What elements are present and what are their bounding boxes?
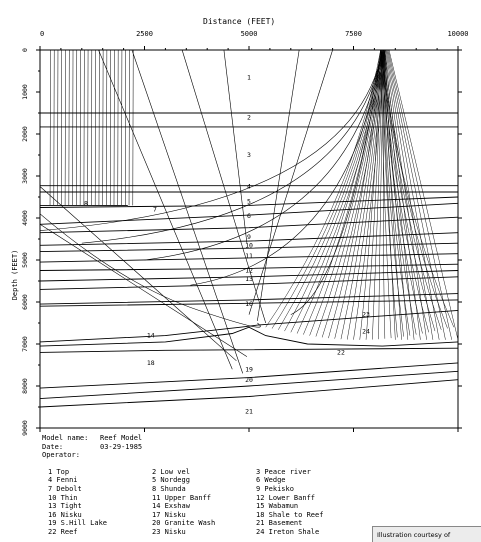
y-tick-label: 8000 — [21, 378, 29, 394]
layer-number: 19 — [245, 365, 253, 374]
model-name-value: Reef Model — [100, 434, 143, 442]
legend-entry: 9 Pekisko — [256, 484, 294, 493]
legend-entry: 14 Exshaw — [152, 502, 190, 511]
layer-number: 20 — [245, 375, 253, 384]
model-name-row — [42, 434, 462, 443]
legend-entry: 18 Shale to Reef — [256, 510, 324, 519]
y-tick-label: 1000 — [21, 84, 29, 100]
layer-number: 24 — [362, 327, 370, 336]
x-tick-label: 10000 — [447, 30, 469, 38]
legend-entry: 24 Ireton Shale — [256, 527, 320, 536]
layer-number: 10 — [245, 241, 253, 250]
layer-number: 18 — [146, 359, 155, 367]
layer-number: 2 — [247, 113, 251, 122]
illustration-credit: Illustration courtesy of — [372, 526, 481, 542]
x-axis-title: Distance (FEET) — [203, 17, 276, 26]
legend-entry: 13 Tight — [48, 502, 82, 511]
y-tick-label: 6000 — [21, 294, 29, 310]
y-tick-label: 3000 — [21, 168, 29, 184]
legend-entry: 16 Nisku — [48, 510, 82, 519]
layer-number: 22 — [337, 348, 345, 357]
x-tick-label: 7500 — [345, 30, 362, 38]
legend-entry: 11 Upper Banff — [152, 493, 212, 502]
y-tick-label: 7000 — [21, 336, 29, 352]
legend-entry: 23 Nisku — [152, 527, 186, 536]
layer-number: 3 — [247, 151, 251, 160]
layer-number: 9 — [247, 233, 251, 241]
legend-entry: 5 Nordegg — [152, 476, 190, 485]
legend-entry: 22 Reef — [48, 527, 78, 536]
model-name-label: Model name: — [42, 434, 89, 442]
y-tick-label: 9000 — [21, 420, 29, 436]
model-date-row — [42, 443, 462, 452]
layer-number: 6 — [247, 212, 251, 220]
layer-number: 5 — [247, 197, 251, 206]
layer-number: 11 — [245, 251, 253, 260]
legend-entry: 1 Top — [48, 467, 70, 476]
model-date-label: Date: — [42, 442, 64, 451]
legend-entry: 4 Fenni — [48, 476, 78, 485]
layer-number: 4 — [247, 182, 251, 191]
x-tick-label: 5000 — [240, 30, 258, 38]
layer-number: 21 — [245, 407, 253, 416]
y-tick-label: 2000 — [21, 126, 29, 142]
layer-number: 1 — [247, 73, 251, 82]
layer-number: 14 — [146, 331, 155, 340]
layer-number: 7 — [152, 205, 157, 214]
legend-entry: 10 Thin — [48, 493, 78, 502]
legend-entry: 19 S.Hill Lake — [48, 519, 108, 528]
legend-entry: 3 Peace river — [256, 467, 311, 476]
legend-entry: 8 Shunda — [152, 484, 186, 493]
legend-entry: 6 Wedge — [256, 476, 286, 485]
legend-entry: 15 Wabamun — [256, 502, 299, 511]
legend-entry: 7 Debolt — [48, 484, 82, 493]
legend-entry: 20 Granite Wash — [152, 519, 216, 528]
model-date-value: 03-29-1985 — [100, 442, 143, 451]
layer-number: 23 — [362, 310, 370, 319]
legend-entry: 2 Low vel — [152, 467, 190, 476]
model-legend — [42, 434, 462, 537]
model-operator-row — [42, 451, 462, 460]
model-operator-label: Operator: — [42, 451, 80, 460]
y-tick-label: 4000 — [21, 210, 29, 226]
layer-number: 16 — [245, 300, 253, 309]
layer-number: 12 — [245, 266, 253, 275]
layer-number: 8 — [84, 199, 88, 208]
y-tick-label: 5000 — [21, 252, 29, 268]
y-tick-label: 0 — [21, 48, 29, 52]
y-axis-title: Depth (FEET) — [11, 249, 19, 301]
layer-number: 13 — [245, 275, 253, 283]
legend-entry: 12 Lower Banff — [256, 493, 316, 502]
legend-entry: 21 Basement — [256, 519, 303, 528]
x-tick-label: 0 — [40, 30, 45, 38]
x-tick-label: 2500 — [136, 30, 153, 38]
legend-entry: 17 Nisku — [152, 510, 186, 519]
